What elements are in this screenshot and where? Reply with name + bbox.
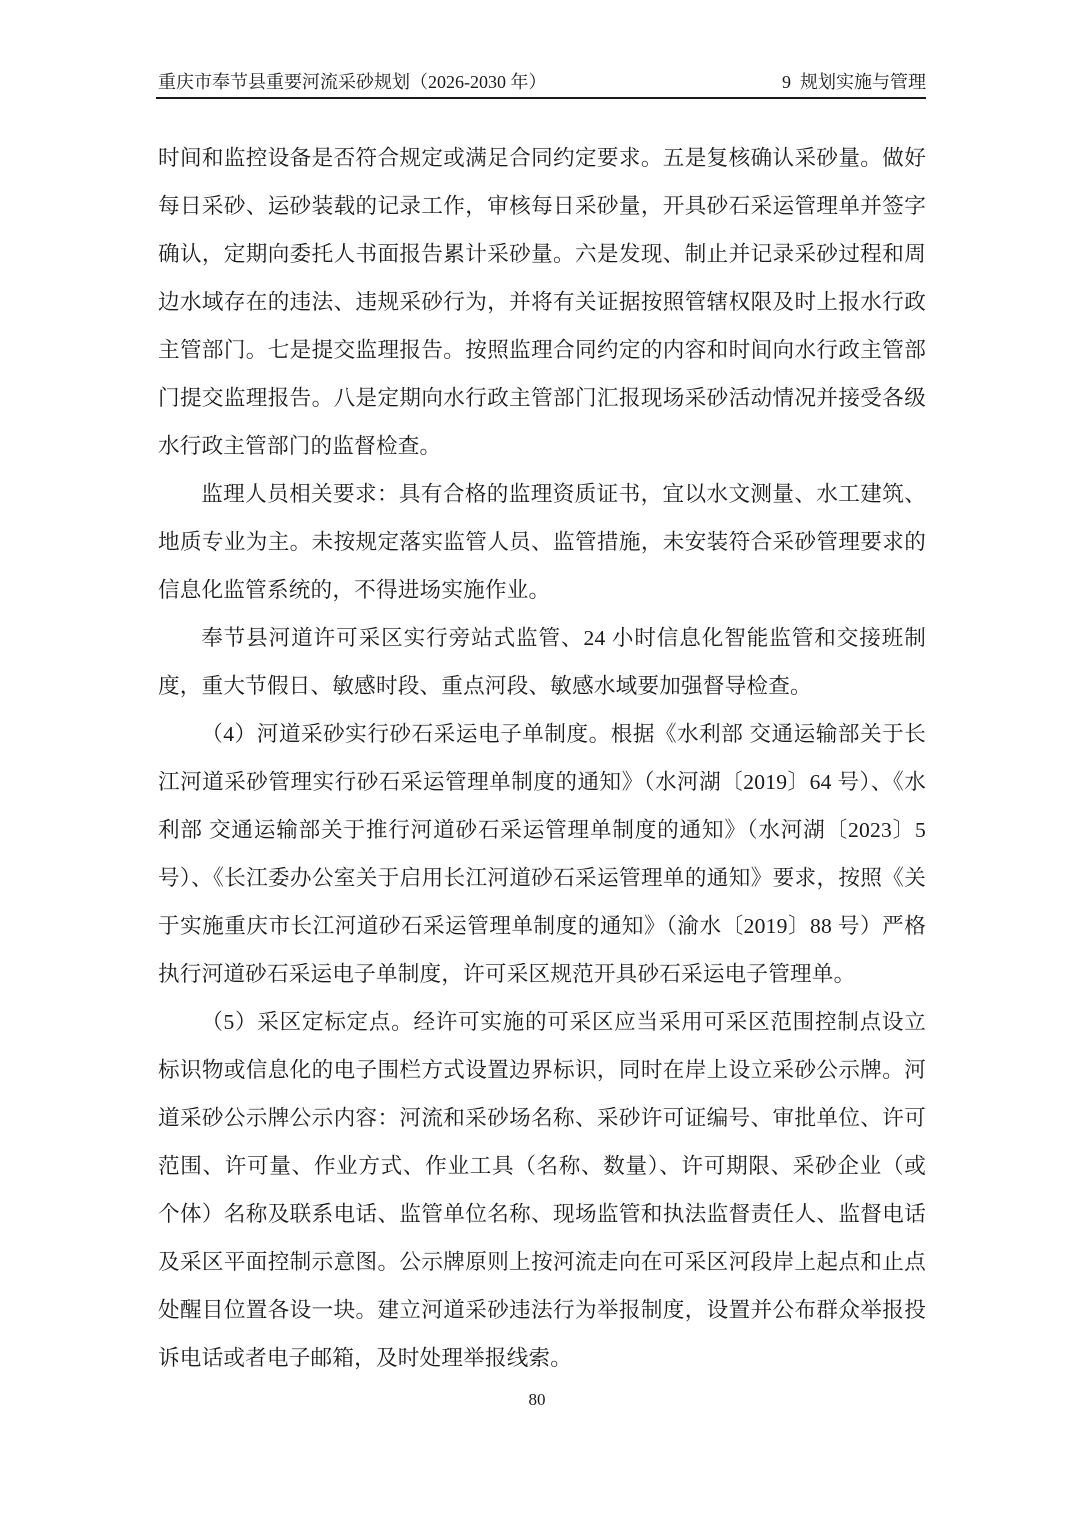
body-paragraph-supervisor-requirements: 监理人员相关要求：具有合格的监理资质证书，宜以水文测量、水工建筑、地质专业为主。未按规定落实监管人员、监管措施，未安装符合采砂管理要求的信息化监管系统的，不得进场实施作业。 — [158, 482, 926, 602]
body-paragraph-item-4-electronic-permit: （4）河道采砂实行砂石采运电子单制度。根据《水利部 交通运输部关于长江河道采砂管理实行砂石采运管理单制度的通知》（水河湖〔2019〕64 号）、《水利部 交通运输部关于推行河道砂石采运管理单制度的通知》（水河湖〔2023〕5 号）、《长江委办公室关于启用长江河道砂石采运管理单的通知》要求，按照《关于实施重庆市长江河道砂石采运管理单制度的通知》（渝水〔2019〕88 号）严格执行河道砂石采运电子单制度，许可采区规范开具砂石采运电子管理单。 — [158, 722, 926, 986]
body-paragraph-continuation: 时间和监控设备是否符合规定或满足合同约定要求。五是复核确认采砂量。做好每日采砂、运砂装载的记录工作，审核每日采砂量，开具砂石采运管理单并签字确认，定期向委托人书面报告累计采砂量。六是发现、制止并记录采砂过程和周边水域存在的违法、违规采砂行为，并将有关证据按照管辖权限及时上报水行政主管部门。七是提交监理报告。按照监理合同约定的内容和时间向水行政主管部门提交监理报告。八是定期向水行政主管部门汇报现场采砂活动情况并接受各级水行政主管部门的监督检查。 — [158, 146, 926, 458]
document-body — [158, 134, 926, 1382]
body-paragraph-monitoring-system: 奉节县河道许可采区实行旁站式监管、24 小时信息化智能监管和交接班制度，重大节假日、敏感时段、重点河段、敏感水域要加强督导检查。 — [158, 626, 926, 698]
header-document-title: 重庆市奉节县重要河流采砂规划（2026-2030 年） — [158, 72, 547, 92]
page-header — [158, 70, 926, 94]
body-paragraph-item-5-boundary-marking: （5）采区定标定点。经许可实施的可采区应当采用可采区范围控制点设立标识物或信息化的电子围栏方式设置边界标识，同时在岸上设立采砂公示牌。河道采砂公示牌公示内容：河流和采砂场名称、采砂许可证编号、审批单位、许可范围、许可量、作业方式、作业工具（名称、数量）、许可期限、采砂企业（或个体）名称及联系电话、监管单位名称、现场监管和执法监督责任人、监督电话及采区平面控制示意图。公示牌原则上按河流走向在可采区河段岸上起点和止点处醒目位置各设一块。建立河道采砂违法行为举报制度，设置并公布群众举报投诉电话或者电子邮箱，及时处理举报线索。 — [158, 1010, 926, 1370]
header-divider — [156, 97, 926, 99]
page-footer — [0, 1388, 1074, 1412]
page-number: 80 — [528, 1390, 546, 1409]
header-chapter-title: 9 规划实施与管理 — [782, 72, 926, 92]
